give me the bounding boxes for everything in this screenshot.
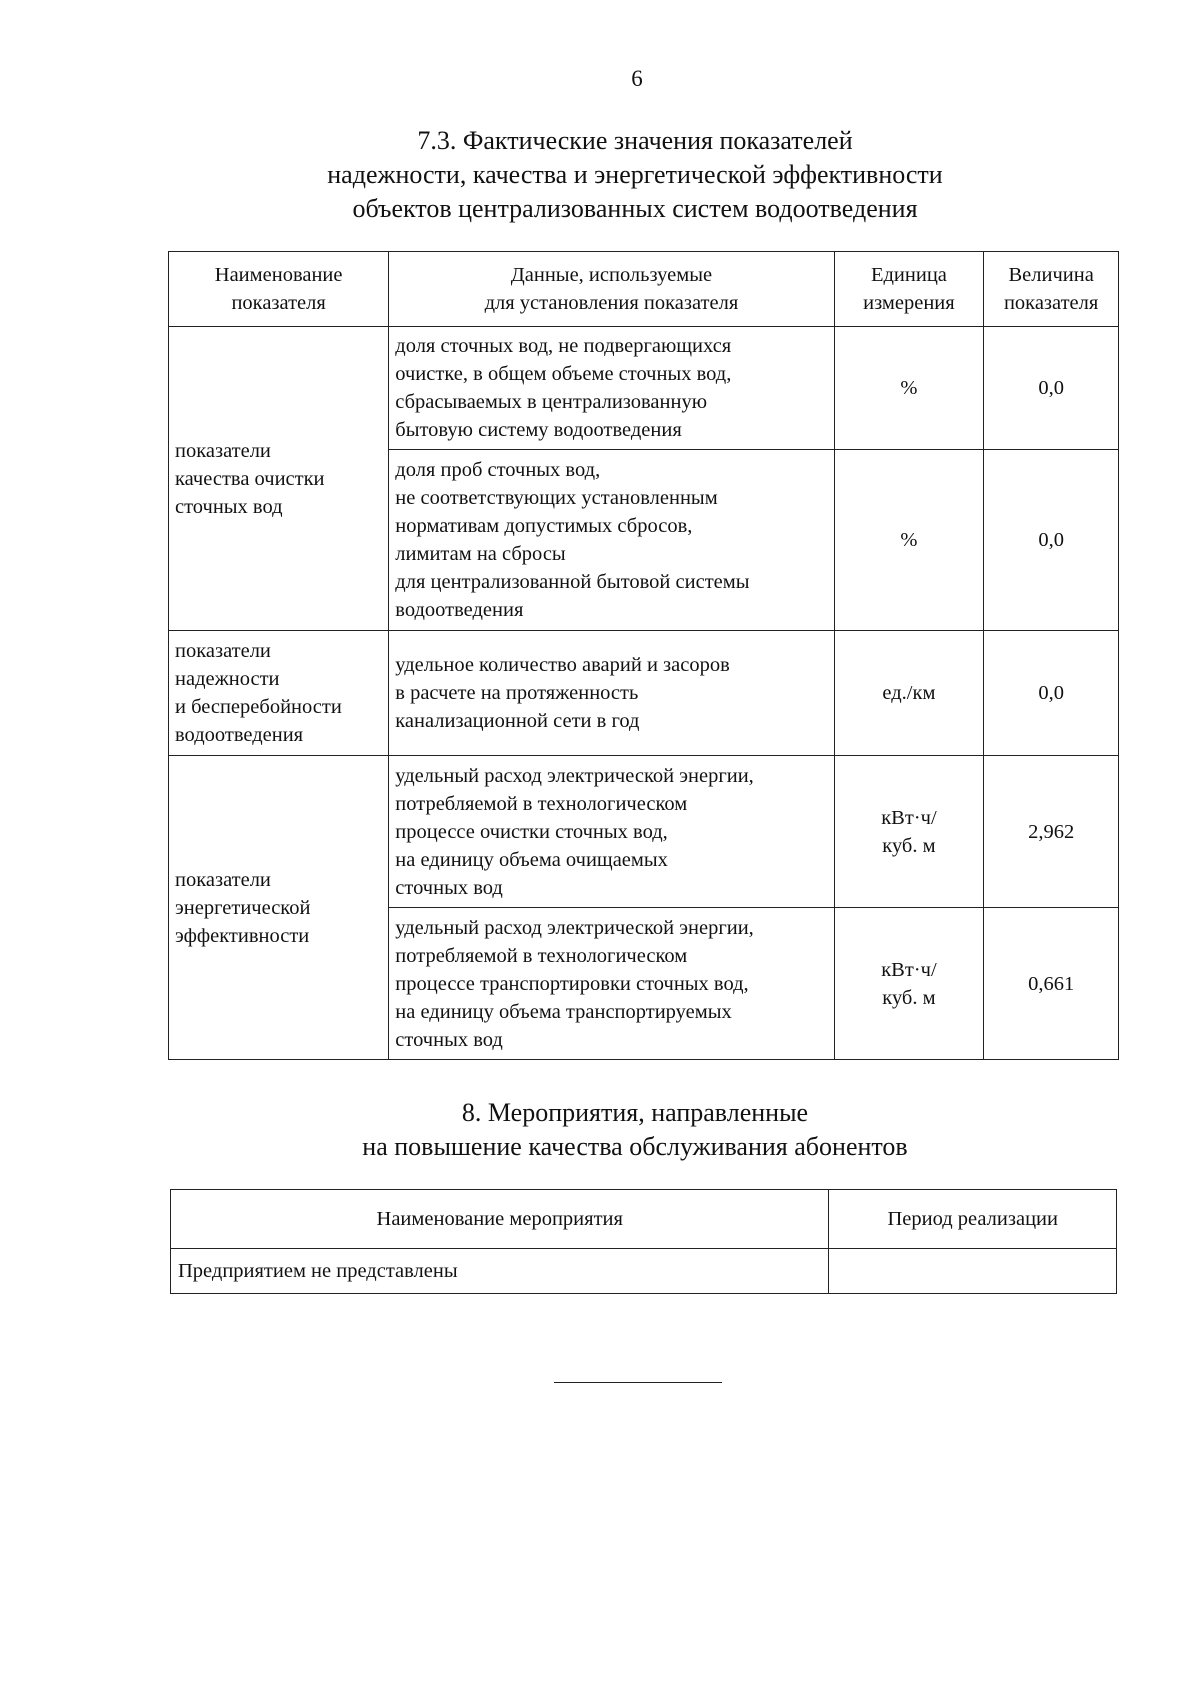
- indicator-group-energy: показатели энергетической эффективности: [169, 756, 389, 1060]
- section-7-3-title-line: 7.3. Фактические значения показателей: [417, 126, 853, 155]
- measures-table-header-row: [171, 1190, 1117, 1249]
- unit-cell: кВт·ч/ куб. м: [834, 908, 984, 1060]
- end-rule: [554, 1382, 722, 1383]
- header-unit: Единица измерения: [834, 252, 984, 327]
- header-period: Период реализации: [829, 1190, 1117, 1249]
- header-value: Величина показателя: [984, 252, 1119, 327]
- data-description: доля сточных вод, не подвергающихся очистке, в общем объеме сточных вод, сбрасываемых в централизованную бытовую систему водоотведения: [389, 327, 834, 450]
- value-cell: 0,661: [984, 908, 1119, 1060]
- indicators-table: [168, 251, 1119, 1060]
- value-cell: 0,0: [984, 327, 1119, 450]
- value-cell: 0,0: [984, 631, 1119, 756]
- section-7-3-title-line: объектов централизованных систем водоотведения: [352, 194, 918, 223]
- table-row: [171, 1249, 1117, 1294]
- section-8-title: [240, 1096, 1030, 1164]
- section-8-title-line: на повышение качества обслуживания абонентов: [362, 1132, 908, 1161]
- table-row: [169, 756, 1119, 908]
- section-8-title-line: 8. Мероприятия, направленные: [461, 1098, 809, 1127]
- table-row: [169, 327, 1119, 450]
- measure-period-cell: [829, 1249, 1117, 1294]
- data-description: удельный расход электрической энергии, потребляемой в технологическом процессе очистки сточных вод, на единицу объема очищаемых сточных вод: [389, 756, 834, 908]
- indicator-group-quality: показатели качества очистки сточных вод: [169, 327, 389, 631]
- header-indicator-name: Наименование показателя: [169, 252, 389, 327]
- data-description: удельное количество аварий и засоров в расчете на протяженность канализационной сети в год: [389, 631, 834, 756]
- header-data-used: Данные, используемые для установления показателя: [389, 252, 834, 327]
- header-measure-name: Наименование мероприятия: [171, 1190, 829, 1249]
- measures-table: [170, 1189, 1117, 1294]
- section-7-3-title: [240, 124, 1030, 226]
- data-description: удельный расход электрической энергии, потребляемой в технологическом процессе транспортировки сточных вод, на единицу объема транспортируемых сточных вод: [389, 908, 834, 1060]
- section-7-3-title-line: надежности, качества и энергетической эффективности: [327, 160, 943, 189]
- unit-cell: ед./км: [834, 631, 984, 756]
- data-description: доля проб сточных вод, не соответствующих установленным нормативам допустимых сбросов, лимитам на сбросы для централизованной бытовой системы водоотведения: [389, 450, 834, 631]
- indicator-group-reliability: показатели надежности и бесперебойности водоотведения: [169, 631, 389, 756]
- unit-cell: кВт·ч/ куб. м: [834, 756, 984, 908]
- unit-cell: %: [834, 327, 984, 450]
- table-row: [169, 631, 1119, 756]
- indicators-table-header-row: [169, 252, 1119, 327]
- value-cell: 2,962: [984, 756, 1119, 908]
- value-cell: 0,0: [984, 450, 1119, 631]
- measure-name-cell: Предприятием не представлены: [171, 1249, 829, 1294]
- page-number: 6: [631, 66, 643, 91]
- unit-cell: %: [834, 450, 984, 631]
